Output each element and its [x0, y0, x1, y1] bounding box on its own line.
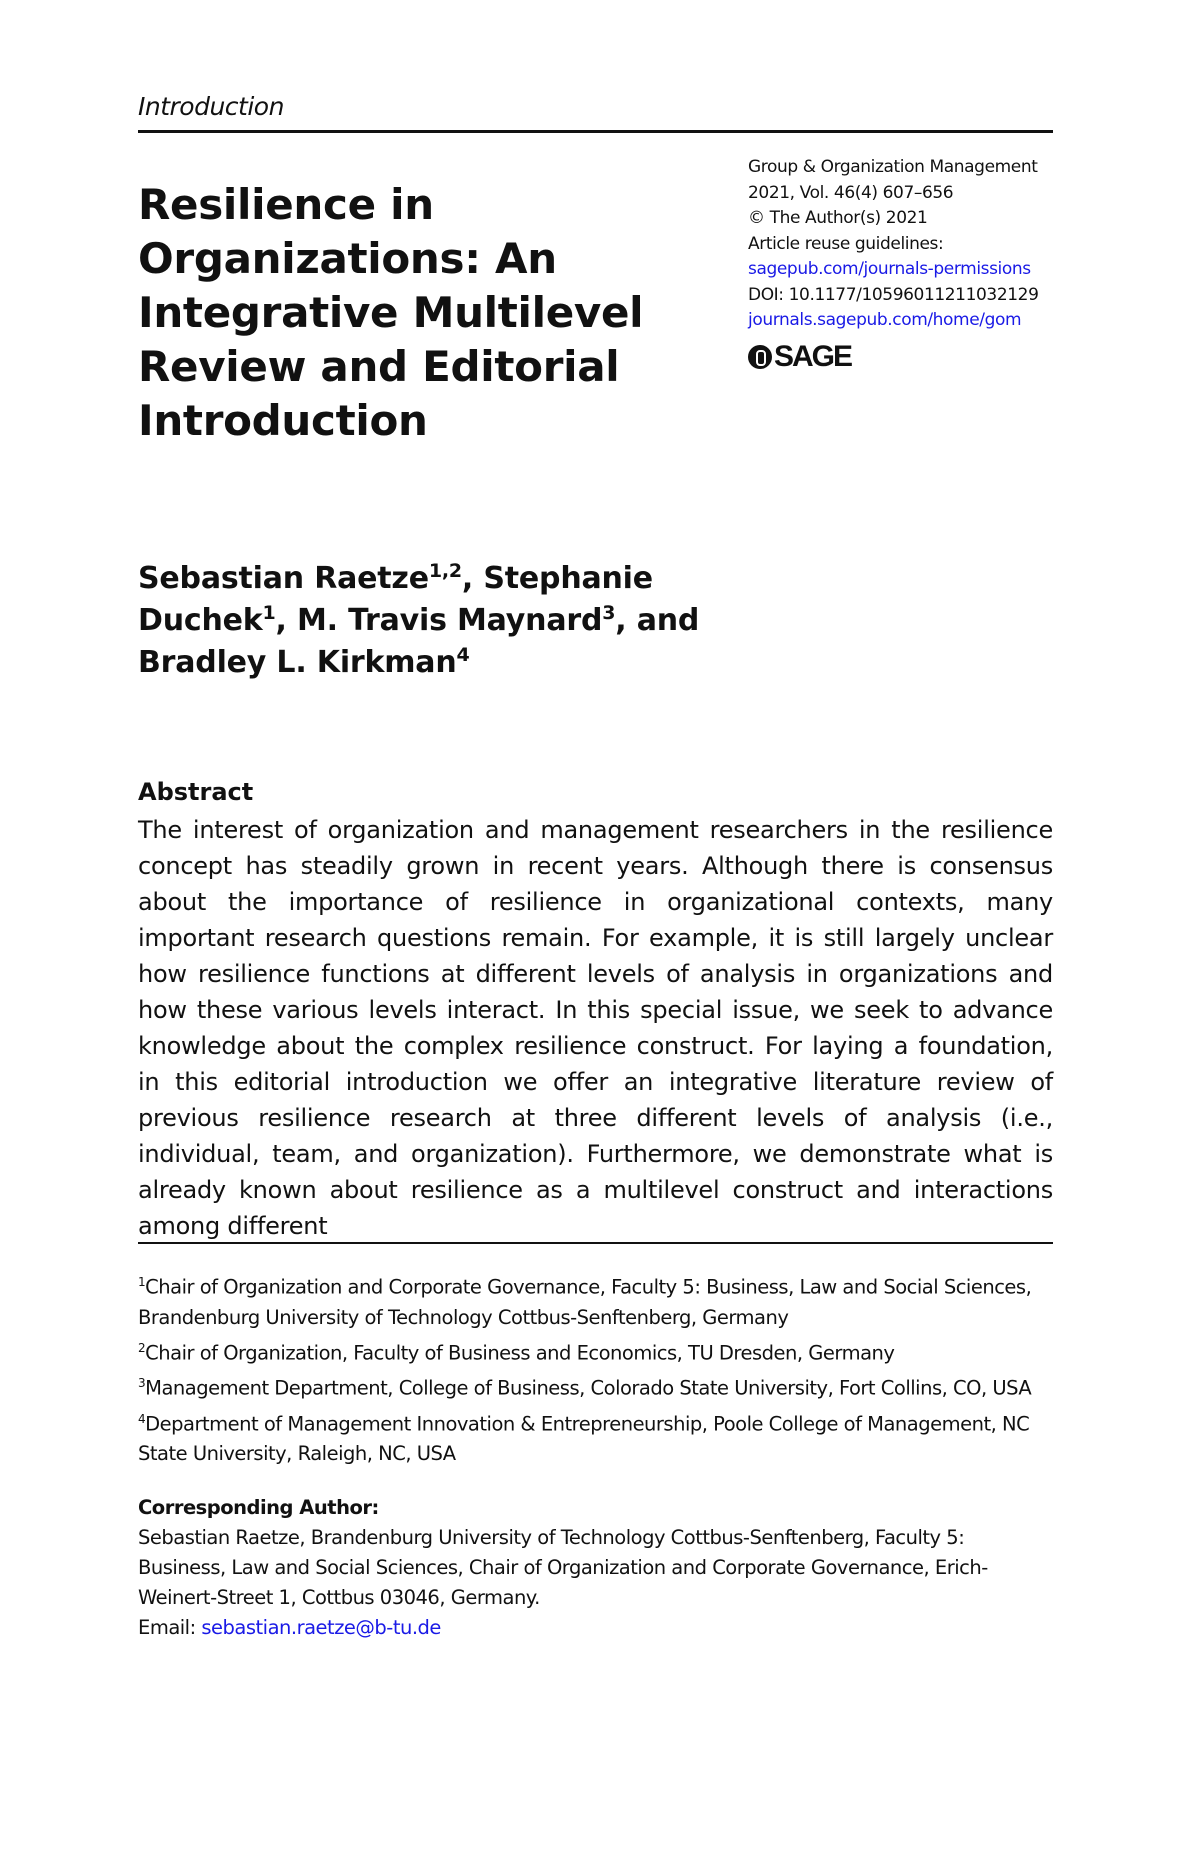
journal-link[interactable]: journals.sagepub.com/home/gom	[748, 310, 1022, 330]
corresponding-heading: Corresponding Author:	[138, 1496, 379, 1519]
sage-logo-text: SAGE	[774, 340, 852, 373]
affiliation-number: 4	[138, 1411, 146, 1426]
author-affiliation-number: 4	[456, 644, 470, 666]
reuse-label: Article reuse guidelines:	[748, 233, 944, 254]
affiliation-text: Chair of Organization and Corporate Governance, Faculty 5: Business, Law and Social Sciences, Brandenburg University of Technology Cottbus-Senftenberg, Germany	[138, 1275, 1032, 1329]
author-separator: , and	[615, 603, 700, 638]
affiliation-text: Chair of Organization, Faculty of Business and Economics, TU Dresden, Germany	[145, 1341, 895, 1364]
affiliations	[138, 1267, 1053, 1469]
copyright: © The Author(s) 2021	[748, 208, 928, 228]
footnote-rule	[138, 1242, 1053, 1244]
affiliation-item	[138, 1333, 1053, 1369]
email-line	[138, 1613, 1053, 1643]
journal-info	[748, 155, 1068, 334]
author-affiliation-number: 1,2	[428, 560, 462, 582]
sage-logo-icon	[748, 345, 772, 369]
publisher-logo	[748, 340, 851, 374]
reuse-link[interactable]: sagepub.com/journals-permissions	[748, 259, 1031, 279]
email-label: Email:	[138, 1616, 196, 1639]
author-name: Stephanie Duchek	[138, 561, 653, 638]
author-name: Bradley L. Kirkman	[138, 645, 457, 680]
affiliation-number: 1	[138, 1275, 146, 1289]
author-affiliation-number: 1	[262, 602, 276, 624]
author-name: M. Travis Maynard	[296, 603, 603, 638]
corresponding-text: Sebastian Raetze, Brandenburg University of Technology Cottbus-Senftenberg, Faculty 5: Business, Law and Social Sciences, Chair of Organization and Corporate Governance, Erich-Weinert-Street 1, Cottbus 03046, Germany.	[138, 1526, 988, 1609]
author-separator: ,	[275, 603, 297, 638]
affiliation-text: Management Department, College of Business, Colorado State University, Fort Collins, CO, USA	[145, 1376, 1032, 1400]
article-title: Resilience in Organizations: An Integrative Multilevel Review and Editorial Introduction	[138, 180, 644, 445]
affiliation-item	[138, 1368, 1053, 1404]
corresponding-author	[138, 1493, 1053, 1643]
abstract-text: The interest of organization and management researchers in the resilience concept has steadily grown in recent years. Although there is consensus about the importance of resilience in organizational contexts, many important research questions remain. For example, it is still largely unclear how resilience functions at different levels of analysis in organizations and how these various levels interact. In this special issue, we seek to advance knowledge about the complex resilience construct. For laying a foundation, in this editorial introduction we offer an integrative literature review of previous resilience research at three different levels of analysis (i.e., individual, team, and organization). Furthermore, we demonstrate what is already known about resilience as a multilevel construct and interactions among different	[138, 816, 1053, 1240]
author-affiliation-number: 3	[602, 602, 616, 624]
section-label: Introduction	[138, 92, 284, 121]
author-list	[138, 558, 718, 684]
affiliation-number: 3	[138, 1376, 146, 1390]
doi: DOI: 10.1177/10596011211032129	[748, 284, 1039, 305]
top-rule	[138, 130, 1053, 133]
affiliation-text: Department of Management Innovation & Entrepreneurship, Poole College of Management, NC State University, Raleigh, NC, USA	[138, 1412, 1030, 1465]
affiliation-item	[138, 1404, 1053, 1470]
author-name: Sebastian Raetze	[138, 561, 429, 596]
email-link[interactable]: sebastian.raetze@b-tu.de	[201, 1616, 441, 1639]
abstract-heading: Abstract	[138, 778, 254, 806]
affiliation-item	[138, 1267, 1053, 1333]
affiliation-number: 2	[138, 1340, 146, 1355]
journal-volume: 2021, Vol. 46(4) 607–656	[748, 182, 954, 203]
author-separator: ,	[461, 561, 484, 596]
journal-name: Group & Organization Management	[748, 157, 1038, 177]
